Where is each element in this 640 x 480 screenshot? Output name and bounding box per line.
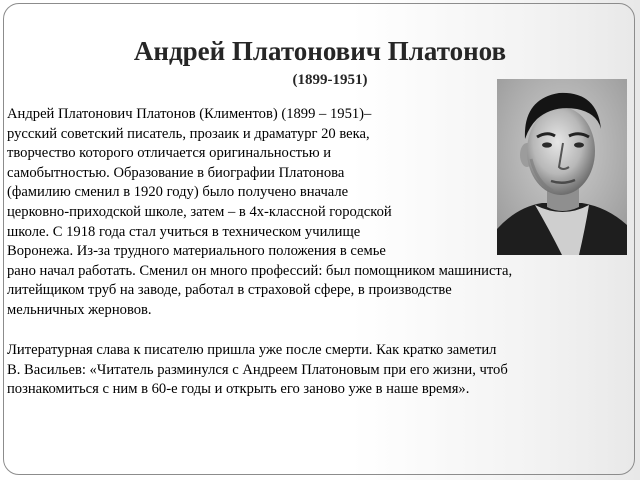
legacy-line: Литературная слава к писателю пришла уже после смерти. Как кратко заметил <box>7 342 497 358</box>
biography-line: русский советский писатель, прозаик и драматург 20 века, <box>7 125 370 142</box>
slide-years: (1899-1951) <box>292 72 368 88</box>
biography-line: творчество которого отличается оригинальностью и <box>7 145 332 162</box>
portrait-photo-icon <box>497 79 627 255</box>
biography-line: рано начал работать. Сменил он много профессий: был помощником машиниста, <box>7 262 513 279</box>
biography-line: литейщиком труб на заводе, работал в страховой сфере, в производстве <box>7 282 452 299</box>
biography-line: Андрей Платонович Платонов (Климентов) (1899 – 1951)– <box>7 106 372 122</box>
biography-line: школе. С 1918 года стал учиться в техническом училище <box>7 223 361 240</box>
legacy-paragraph <box>7 341 508 400</box>
biography-line: мельничных жерновов. <box>7 301 152 318</box>
legacy-line: В. Васильев: «Читатель разминулся с Андреем Платоновым при его жизни, чтоб <box>7 361 508 378</box>
legacy-line: познакомиться с ним в 60-е годы и открыть его заново уже в наше время». <box>7 381 470 398</box>
biography-line: церковно-приходской школе, затем – в 4х-классной городской <box>7 203 392 220</box>
biography-line: Воронежа. Из-за трудного материального положения в семье <box>7 243 386 260</box>
biography-line: (фамилию сменил в 1920 году) было получено вначале <box>7 184 349 201</box>
slide-title: Андрей Платонович Платонов <box>133 36 507 66</box>
biography-line: самобытностью. Образование в биографии Платонова <box>7 164 345 181</box>
biography-paragraph <box>7 105 512 321</box>
